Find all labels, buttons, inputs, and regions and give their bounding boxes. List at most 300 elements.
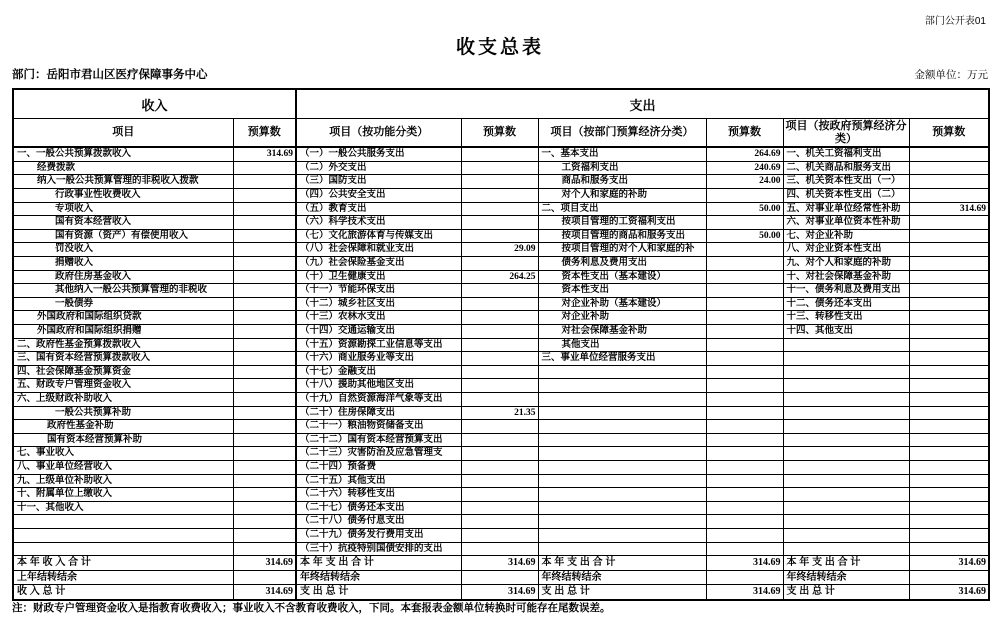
col-header-budget-gov-economic: 预算数 xyxy=(909,119,989,148)
gov-economic-item-label: 四、机关资本性支出（二） xyxy=(783,189,909,203)
gov-economic-item-value xyxy=(909,243,989,257)
dept-economic-item-label: 资本性支出（基本建设） xyxy=(538,270,706,284)
income-item-value xyxy=(233,528,296,542)
functional-item-value xyxy=(461,284,538,298)
table-row xyxy=(13,325,989,339)
functional-item-value xyxy=(461,325,538,339)
income-item-label: 三、国有资本经营预算拨款收入 xyxy=(13,352,233,366)
dept-economic-item-value xyxy=(706,420,783,434)
functional-item-value xyxy=(461,528,538,542)
table-row xyxy=(13,352,989,366)
dept-economic-item-label: 债务利息及费用支出 xyxy=(538,257,706,271)
gov-economic-item-value xyxy=(909,229,989,243)
functional-item-label: （四）公共安全支出 xyxy=(296,189,461,203)
dept-economic-item-label: 其他支出 xyxy=(538,338,706,352)
total-label: 上年结转结余 xyxy=(13,570,233,585)
functional-item-value xyxy=(461,161,538,175)
income-item-value xyxy=(233,365,296,379)
dept-economic-item-value: 264.69 xyxy=(706,147,783,161)
income-item-value: 314.69 xyxy=(233,147,296,161)
gov-economic-item-label: 八、对企业资本性支出 xyxy=(783,243,909,257)
functional-item-label: （九）社会保险基金支出 xyxy=(296,257,461,271)
table-row xyxy=(13,379,989,393)
income-item-value xyxy=(233,501,296,515)
income-item-label: 九、上级单位补助收入 xyxy=(13,474,233,488)
income-item-value xyxy=(233,325,296,339)
functional-item-value xyxy=(461,488,538,502)
dept-economic-item-value xyxy=(706,311,783,325)
income-item-label: 一般债券 xyxy=(13,297,233,311)
table-row xyxy=(13,338,989,352)
gov-economic-item-label: 十一、债务利息及费用支出 xyxy=(783,284,909,298)
expenditure-group-header: 支出 xyxy=(296,89,989,119)
gov-economic-item-value xyxy=(909,216,989,230)
income-item-value xyxy=(233,392,296,406)
gov-economic-item-label: 十三、转移性支出 xyxy=(783,311,909,325)
gov-economic-item-label xyxy=(783,379,909,393)
income-item-label: 捐赠收入 xyxy=(13,257,233,271)
dept-economic-item-label: 工资福利支出 xyxy=(538,161,706,175)
functional-item-label: （二十二）国有资本经营预算支出 xyxy=(296,433,461,447)
dept-economic-item-label xyxy=(538,501,706,515)
functional-item-label: （二）外交支出 xyxy=(296,161,461,175)
total-value: 314.69 xyxy=(461,585,538,600)
gov-economic-item-value xyxy=(909,311,989,325)
gov-economic-item-value xyxy=(909,147,989,161)
total-value: 314.69 xyxy=(233,556,296,571)
gov-economic-item-value xyxy=(909,338,989,352)
table-row xyxy=(13,501,989,515)
functional-item-label: （十三）农林水支出 xyxy=(296,311,461,325)
col-header-item-income: 项目 xyxy=(13,119,233,148)
gov-economic-item-value xyxy=(909,325,989,339)
table-row xyxy=(13,365,989,379)
total-row xyxy=(13,585,989,600)
dept-economic-item-value xyxy=(706,257,783,271)
income-item-label: 国有资本经营预算补助 xyxy=(13,433,233,447)
income-group-header: 收入 xyxy=(13,89,296,119)
functional-item-label: （十）卫生健康支出 xyxy=(296,270,461,284)
gov-economic-item-value xyxy=(909,365,989,379)
dept-economic-item-label: 对企业补助 xyxy=(538,311,706,325)
gov-economic-item-value xyxy=(909,189,989,203)
gov-economic-item-value: 314.69 xyxy=(909,202,989,216)
dept-economic-item-label: 按项目管理的商品和服务支出 xyxy=(538,229,706,243)
table-row xyxy=(13,460,989,474)
table-row xyxy=(13,447,989,461)
table-row xyxy=(13,229,989,243)
dept-economic-item-label: 按项目管理的对个人和家庭的补 xyxy=(538,243,706,257)
gov-economic-item-label xyxy=(783,392,909,406)
gov-economic-item-label: 十二、债务还本支出 xyxy=(783,297,909,311)
total-label: 本 年 收 入 合 计 xyxy=(13,556,233,571)
functional-item-value xyxy=(461,352,538,366)
functional-item-value: 21.35 xyxy=(461,406,538,420)
gov-economic-item-label xyxy=(783,474,909,488)
dept-economic-item-value: 24.00 xyxy=(706,175,783,189)
group-header-row xyxy=(13,89,989,119)
dept-economic-item-value xyxy=(706,243,783,257)
gov-economic-item-label xyxy=(783,542,909,556)
income-item-label: 政府性基金补助 xyxy=(13,420,233,434)
dept-economic-item-label: 按项目管理的工资福利支出 xyxy=(538,216,706,230)
income-item-label: 专项收入 xyxy=(13,202,233,216)
table-row xyxy=(13,528,989,542)
gov-economic-item-value xyxy=(909,161,989,175)
income-item-label: 四、社会保障基金预算资金 xyxy=(13,365,233,379)
total-value: 314.69 xyxy=(706,556,783,571)
functional-item-value xyxy=(461,420,538,434)
functional-item-value xyxy=(461,474,538,488)
dept-economic-item-label xyxy=(538,474,706,488)
income-item-value xyxy=(233,338,296,352)
total-value: 314.69 xyxy=(461,556,538,571)
table-row xyxy=(13,311,989,325)
dept-economic-item-value xyxy=(706,284,783,298)
functional-item-label: （二十九）债务发行费用支出 xyxy=(296,528,461,542)
income-item-value xyxy=(233,189,296,203)
gov-economic-item-label xyxy=(783,501,909,515)
gov-economic-item-value xyxy=(909,420,989,434)
total-value xyxy=(461,570,538,585)
functional-item-value xyxy=(461,311,538,325)
gov-economic-item-label: 一、机关工资福利支出 xyxy=(783,147,909,161)
functional-item-label: （十一）节能环保支出 xyxy=(296,284,461,298)
dept-economic-item-value xyxy=(706,216,783,230)
functional-item-label: （二十）住房保障支出 xyxy=(296,406,461,420)
income-item-label: 行政事业性收费收入 xyxy=(13,189,233,203)
table-row xyxy=(13,297,989,311)
income-item-label xyxy=(13,528,233,542)
income-item-value xyxy=(233,433,296,447)
table-row xyxy=(13,147,989,161)
income-item-label: 政府住房基金收入 xyxy=(13,270,233,284)
dept-economic-item-value xyxy=(706,338,783,352)
col-header-budget-dept-economic: 预算数 xyxy=(706,119,783,148)
dept-economic-item-label xyxy=(538,392,706,406)
functional-item-value xyxy=(461,392,538,406)
gov-economic-item-label xyxy=(783,352,909,366)
functional-item-label: （二十一）粮油物资储备支出 xyxy=(296,420,461,434)
income-item-label: 六、上级财政补助收入 xyxy=(13,392,233,406)
income-item-value xyxy=(233,447,296,461)
gov-economic-item-label: 五、对事业单位经常性补助 xyxy=(783,202,909,216)
gov-economic-item-value xyxy=(909,515,989,529)
functional-item-label: （八）社会保障和就业支出 xyxy=(296,243,461,257)
meta-row xyxy=(12,66,988,82)
functional-item-value xyxy=(461,189,538,203)
income-item-value xyxy=(233,243,296,257)
table-row xyxy=(13,175,989,189)
dept-economic-item-value xyxy=(706,406,783,420)
functional-item-label: （二十五）其他支出 xyxy=(296,474,461,488)
dept-economic-item-value xyxy=(706,365,783,379)
footnote: 注：财政专户管理资金收入是指教育收费收入；事业收入不含教育收费收入，下同。本套报表金额单位转换时可能存在尾数误差。 xyxy=(12,602,611,614)
total-label: 年终结转结余 xyxy=(783,570,909,585)
dept-economic-item-value: 50.00 xyxy=(706,202,783,216)
gov-economic-item-value xyxy=(909,270,989,284)
functional-item-label: （十六）商业服务业等支出 xyxy=(296,352,461,366)
functional-item-value xyxy=(461,433,538,447)
income-item-value xyxy=(233,202,296,216)
gov-economic-item-value xyxy=(909,528,989,542)
gov-economic-item-value xyxy=(909,297,989,311)
total-value xyxy=(909,570,989,585)
total-label: 支 出 总 计 xyxy=(783,585,909,600)
income-item-value xyxy=(233,460,296,474)
table-row xyxy=(13,406,989,420)
gov-economic-item-label xyxy=(783,528,909,542)
dept-economic-item-label: 一、基本支出 xyxy=(538,147,706,161)
form-number: 部门公开表01 xyxy=(924,16,986,27)
functional-item-value: 29.09 xyxy=(461,243,538,257)
income-item-value xyxy=(233,311,296,325)
income-item-value xyxy=(233,229,296,243)
dept-economic-item-label xyxy=(538,488,706,502)
col-header-item-functional: 项目（按功能分类） xyxy=(296,119,461,148)
total-value: 314.69 xyxy=(909,556,989,571)
income-item-value xyxy=(233,270,296,284)
total-label: 年终结转结余 xyxy=(538,570,706,585)
functional-item-value xyxy=(461,379,538,393)
income-item-label xyxy=(13,515,233,529)
table-row xyxy=(13,202,989,216)
dept-economic-item-label xyxy=(538,515,706,529)
dept-economic-item-label xyxy=(538,542,706,556)
total-label: 本 年 支 出 合 计 xyxy=(783,556,909,571)
table-row xyxy=(13,392,989,406)
income-item-value xyxy=(233,297,296,311)
functional-item-label: （五）教育支出 xyxy=(296,202,461,216)
functional-item-value xyxy=(461,365,538,379)
table-body xyxy=(13,147,989,600)
functional-item-value xyxy=(461,229,538,243)
total-row xyxy=(13,556,989,571)
gov-economic-item-label xyxy=(783,338,909,352)
income-item-value xyxy=(233,284,296,298)
gov-economic-item-value xyxy=(909,433,989,447)
dept-economic-item-label: 资本性支出 xyxy=(538,284,706,298)
dept-economic-item-label xyxy=(538,406,706,420)
income-item-label: 经费拨款 xyxy=(13,161,233,175)
income-item-value xyxy=(233,542,296,556)
income-item-value xyxy=(233,352,296,366)
income-item-value xyxy=(233,488,296,502)
gov-economic-item-label: 十四、其他支出 xyxy=(783,325,909,339)
functional-item-label: （七）文化旅游体育与传媒支出 xyxy=(296,229,461,243)
gov-economic-item-label xyxy=(783,420,909,434)
dept-economic-item-value: 50.00 xyxy=(706,229,783,243)
income-item-label: 罚没收入 xyxy=(13,243,233,257)
table-row xyxy=(13,488,989,502)
dept-economic-item-label xyxy=(538,365,706,379)
budget-table xyxy=(12,88,990,601)
functional-item-value xyxy=(461,297,538,311)
income-item-value xyxy=(233,216,296,230)
gov-economic-item-label: 二、机关商品和服务支出 xyxy=(783,161,909,175)
income-item-value xyxy=(233,161,296,175)
income-item-label: 一般公共预算补助 xyxy=(13,406,233,420)
functional-item-label: （十二）城乡社区支出 xyxy=(296,297,461,311)
dept-economic-item-value xyxy=(706,460,783,474)
income-item-label: 一、一般公共预算拨款收入 xyxy=(13,147,233,161)
functional-item-value xyxy=(461,257,538,271)
gov-economic-item-label xyxy=(783,460,909,474)
total-label: 年终结转结余 xyxy=(296,570,461,585)
total-label: 收 入 总 计 xyxy=(13,585,233,600)
dept-economic-item-label xyxy=(538,433,706,447)
functional-item-label: （二十六）转移性支出 xyxy=(296,488,461,502)
income-item-label: 十、附属单位上缴收入 xyxy=(13,488,233,502)
dept-economic-item-label xyxy=(538,379,706,393)
gov-economic-item-value xyxy=(909,501,989,515)
dept-economic-item-label: 二、项目支出 xyxy=(538,202,706,216)
col-header-budget-income: 预算数 xyxy=(233,119,296,148)
income-item-value xyxy=(233,406,296,420)
table-row xyxy=(13,270,989,284)
total-label: 本 年 支 出 合 计 xyxy=(296,556,461,571)
functional-item-label: （六）科学技术支出 xyxy=(296,216,461,230)
functional-item-label: （十九）自然资源海洋气象等支出 xyxy=(296,392,461,406)
income-item-label: 国有资源（资产）有偿使用收入 xyxy=(13,229,233,243)
gov-economic-item-value xyxy=(909,379,989,393)
gov-economic-item-value xyxy=(909,460,989,474)
gov-economic-item-label: 六、对事业单位资本性补助 xyxy=(783,216,909,230)
unit-label: 金额单位：万元 xyxy=(914,69,988,81)
income-item-value xyxy=(233,515,296,529)
dept-economic-item-label xyxy=(538,528,706,542)
gov-economic-item-label xyxy=(783,365,909,379)
functional-item-value: 264.25 xyxy=(461,270,538,284)
gov-economic-item-value xyxy=(909,257,989,271)
gov-economic-item-label: 十、对社会保障基金补助 xyxy=(783,270,909,284)
functional-item-label: （二十八）债务付息支出 xyxy=(296,515,461,529)
dept-economic-item-label xyxy=(538,460,706,474)
income-item-label: 国有资本经营收入 xyxy=(13,216,233,230)
dept-economic-item-label: 商品和服务支出 xyxy=(538,175,706,189)
income-item-label: 纳入一般公共预算管理的非税收入拨款 xyxy=(13,175,233,189)
table-row xyxy=(13,189,989,203)
income-item-value xyxy=(233,175,296,189)
dept-economic-item-value xyxy=(706,433,783,447)
table-row xyxy=(13,542,989,556)
dept-economic-item-label: 对个人和家庭的补助 xyxy=(538,189,706,203)
functional-item-label: （三）国防支出 xyxy=(296,175,461,189)
total-value xyxy=(706,570,783,585)
total-value: 314.69 xyxy=(909,585,989,600)
gov-economic-item-value xyxy=(909,392,989,406)
total-label: 支 出 总 计 xyxy=(538,585,706,600)
income-item-label: 七、事业收入 xyxy=(13,447,233,461)
functional-item-value xyxy=(461,447,538,461)
total-row xyxy=(13,570,989,585)
table-row xyxy=(13,284,989,298)
dept-economic-item-value xyxy=(706,189,783,203)
table-row xyxy=(13,243,989,257)
income-item-value xyxy=(233,420,296,434)
functional-item-value xyxy=(461,338,538,352)
income-item-label: 外国政府和国际组织贷款 xyxy=(13,311,233,325)
gov-economic-item-value xyxy=(909,352,989,366)
dept-economic-item-value xyxy=(706,392,783,406)
dept-economic-item-value xyxy=(706,501,783,515)
income-item-label: 二、政府性基金预算拨款收入 xyxy=(13,338,233,352)
dept-economic-item-value xyxy=(706,515,783,529)
col-header-item-dept-economic: 项目（按部门预算经济分类） xyxy=(538,119,706,148)
functional-item-value xyxy=(461,515,538,529)
income-item-label: 五、财政专户管理资金收入 xyxy=(13,379,233,393)
functional-item-value xyxy=(461,175,538,189)
functional-item-value xyxy=(461,147,538,161)
table-row xyxy=(13,433,989,447)
gov-economic-item-value xyxy=(909,406,989,420)
dept-economic-item-value xyxy=(706,528,783,542)
gov-economic-item-label: 三、机关资本性支出（一） xyxy=(783,175,909,189)
functional-item-label: （十五）资源勘探工业信息等支出 xyxy=(296,338,461,352)
functional-item-value xyxy=(461,202,538,216)
functional-item-label: （二十四）预备费 xyxy=(296,460,461,474)
table-row xyxy=(13,474,989,488)
column-header-row xyxy=(13,119,989,148)
gov-economic-item-label: 七、对企业补助 xyxy=(783,229,909,243)
dept-economic-item-value xyxy=(706,270,783,284)
income-item-value xyxy=(233,257,296,271)
functional-item-label: （二十三）灾害防治及应急管理支 xyxy=(296,447,461,461)
dept-economic-item-value xyxy=(706,474,783,488)
functional-item-value xyxy=(461,216,538,230)
income-item-label: 十一、其他收入 xyxy=(13,501,233,515)
dept-economic-item-value xyxy=(706,352,783,366)
dept-economic-item-value xyxy=(706,447,783,461)
dept-economic-item-label: 对企业补助（基本建设） xyxy=(538,297,706,311)
income-item-label: 其他纳入一般公共预算管理的非税收 xyxy=(13,284,233,298)
gov-economic-item-label xyxy=(783,447,909,461)
table-row xyxy=(13,161,989,175)
dept-economic-item-value xyxy=(706,542,783,556)
total-label: 本 年 支 出 合 计 xyxy=(538,556,706,571)
page-title: 收支总表 xyxy=(455,37,544,58)
functional-item-value xyxy=(461,460,538,474)
income-item-label xyxy=(13,542,233,556)
functional-item-value xyxy=(461,542,538,556)
gov-economic-item-value xyxy=(909,474,989,488)
table-row xyxy=(13,216,989,230)
gov-economic-item-label: 九、对个人和家庭的补助 xyxy=(783,257,909,271)
gov-economic-item-value xyxy=(909,284,989,298)
functional-item-label: （十八）援助其他地区支出 xyxy=(296,379,461,393)
gov-economic-item-value xyxy=(909,488,989,502)
department-label: 部门：岳阳市君山区医疗保障事务中心 xyxy=(12,69,208,81)
gov-economic-item-value xyxy=(909,447,989,461)
gov-economic-item-label xyxy=(783,406,909,420)
dept-economic-item-label: 对社会保障基金补助 xyxy=(538,325,706,339)
functional-item-label: （二十七）债务还本支出 xyxy=(296,501,461,515)
income-item-value xyxy=(233,474,296,488)
dept-economic-item-label xyxy=(538,447,706,461)
dept-economic-item-value xyxy=(706,488,783,502)
dept-economic-item-value xyxy=(706,325,783,339)
table-row xyxy=(13,420,989,434)
income-item-label: 外国政府和国际组织捐赠 xyxy=(13,325,233,339)
col-header-item-gov-economic: 项目（按政府预算经济分类） xyxy=(783,119,909,148)
income-item-value xyxy=(233,379,296,393)
total-value: 314.69 xyxy=(706,585,783,600)
functional-item-value xyxy=(461,501,538,515)
income-item-label: 八、事业单位经营收入 xyxy=(13,460,233,474)
table-row xyxy=(13,515,989,529)
dept-economic-item-label: 三、事业单位经营服务支出 xyxy=(538,352,706,366)
functional-item-label: （三十）抗疫特别国债安排的支出 xyxy=(296,542,461,556)
